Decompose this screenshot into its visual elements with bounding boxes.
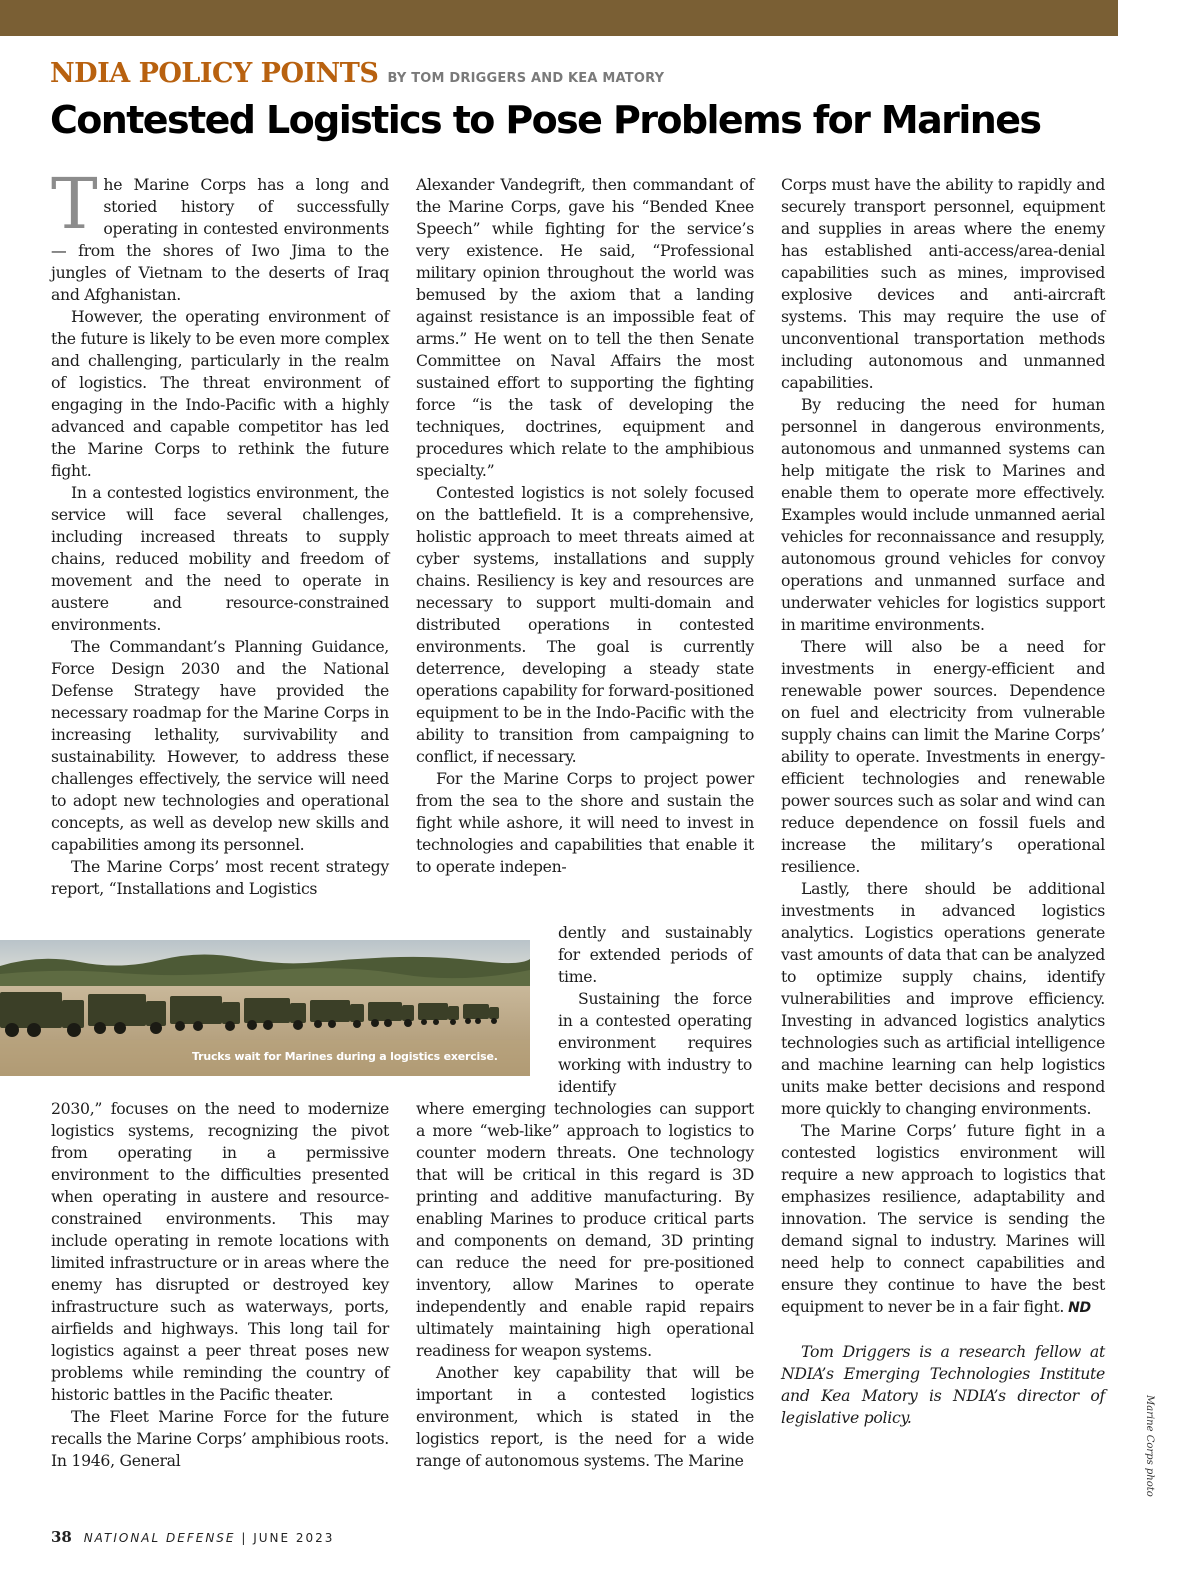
paragraph: The Marine Corps’ future fight in a contested logistics environment will require a new approach to logistics that emphasizes resilience, adaptability and innovation. The service is sending the demand signal to industry. Marines will need help to connect capabilities and ensure they continue to have the best equipment to never be in a fair fight. ND xyxy=(781,1121,1105,1316)
section-label: NDIA POLICY POINTS xyxy=(50,58,379,89)
paragraph: The Fleet Marine Force for the future recalls the Marine Corps’ amphibious roots. In 1946, General xyxy=(51,1407,389,1470)
paragraph: The Marine Corps’ most recent strategy report, “Installations and Logistics xyxy=(51,857,389,898)
page-number: 38 xyxy=(51,1528,72,1546)
photo-caption: Trucks wait for Marines during a logistics exercise. xyxy=(192,1050,498,1063)
paragraph: Lastly, there should be additional investments in advanced logistics analytics. Logistics operations generate vast amounts of data that can be analyzed to optimize supply chains, identify vulnerabilities and improve efficiency. Investing in advanced logistics analytics technologies such as artificial intelligence and machine learning can help logistics units make better decisions and respond more quickly to changing environments. xyxy=(781,879,1105,1118)
footer-separator: | xyxy=(241,1531,248,1545)
paragraph: 2030,” focuses on the need to modernize logistics systems, recognizing the pivot from operating in a permissive environment to the difficulties presented when operating in austere and resource-constrained environments. This may include operating in remote locations with limited infrastructure or in areas where the enemy has disrupted or destroyed key infrastructure such as waterways, ports, airfields and highways. This long tail for logistics against a peer threat poses new problems while reminding the country of historic battles in the Pacific theater. xyxy=(51,1099,389,1404)
paragraph: However, the operating environment of the future is likely to be even more complex and challenging, particularly in the realm of logistics. The threat environment of engaging in the Indo-Pacific with a highly advanced and capable competitor has led the Marine Corps to rethink the future fight. xyxy=(51,307,389,480)
top-color-bar xyxy=(0,0,1118,36)
column-1-bottom xyxy=(51,1098,389,1472)
issue-date: JUNE 2023 xyxy=(253,1531,335,1545)
paragraph: Corps must have the ability to rapidly and securely transport personnel, equipment and supplies in areas where the enemy has established anti-access/area-denial capabilities such as mines, improvised explosive devices and anti-aircraft systems. This may require the use of unconventional transportation methods including autonomous and unmanned capabilities. xyxy=(781,175,1105,392)
article-title: Contested Logistics to Pose Problems for Marines xyxy=(50,98,1041,142)
column-3 xyxy=(781,174,1105,1429)
page-footer xyxy=(51,1528,334,1546)
paragraph: Sustaining the force in a contested operating environment requires working with industry to identify xyxy=(558,989,752,1096)
drop-cap: T xyxy=(51,163,98,245)
column-2-top xyxy=(416,174,754,878)
byline: BY TOM DRIGGERS AND KEA MATORY xyxy=(387,71,665,86)
paragraph: The Marine Corps has a long and storied history of successfully operating in contested environments — from the shores of Iwo Jima to the jungles of Vietnam to the deserts of Iraq and Afghanistan. xyxy=(51,163,389,304)
paragraph: where emerging technologies can support a more “web-like” approach to logistics to counter modern threats. One technology that will be critical in this regard is 3D printing and additive manufacturing. By enabling Marines to produce critical parts and components on demand, 3D printing can reduce the need for pre-positioned inventory, allow Marines to operate independently and enable rapid repairs ultimately maintaining high operational readiness for weapon systems. xyxy=(416,1099,754,1360)
paragraph: The Commandant’s Planning Guidance, Force Design 2030 and the National Defense Strategy have provided the necessary roadmap for the Marine Corps in increasing lethality, survivability and sustainability. However, to address these challenges effectively, the service will need to adopt new technologies and operational concepts, as well as develop new skills and capabilities among its personnel. xyxy=(51,637,389,854)
column-2-middle xyxy=(558,922,752,1098)
kicker xyxy=(50,58,664,89)
paragraph: Another key capability that will be important in a contested logistics environment, which is stated in the logistics report, is the need for a wide range of autonomous systems. The Marine xyxy=(416,1363,754,1470)
column-1-top xyxy=(51,163,389,900)
paragraph: dently and sustainably for extended periods of time. xyxy=(558,923,752,986)
magazine-name: NATIONAL DEFENSE xyxy=(83,1531,236,1545)
author-bio: Tom Driggers is a research fellow at NDIA’s Emerging Technologies Institute and Kea Matory is NDIA’s director of legislative policy. xyxy=(781,1342,1105,1427)
photo-credit: Marine Corps photo xyxy=(1144,1395,1155,1497)
paragraph: Alexander Vandegrift, then commandant of the Marine Corps, gave his “Bended Knee Speech” while fighting for the service’s very existence. He said, “Professional military opinion throughout the world was bemused by the axiom that a landing against resistance is an impossible feat of arms.” He went on to tell the then Senate Committee on Naval Affairs the most sustained effort to supporting the fighting force “is the task of developing the techniques, doctrines, equipment and procedures which relate to the amphibious specialty.” xyxy=(416,175,754,480)
paragraph: For the Marine Corps to project power from the sea to the shore and sustain the fight while ashore, it will need to invest in technologies and capabilities that enable it to operate indepen- xyxy=(416,769,754,876)
paragraph: In a contested logistics environment, the service will face several challenges, including increased threats to supply chains, reduced mobility and freedom of movement and the need to operate in austere and resource-constrained environments. xyxy=(51,483,389,634)
column-2-bottom xyxy=(416,1098,754,1472)
paragraph: There will also be a need for investments in energy-efficient and renewable power sources. Dependence on fuel and electricity from vulnerable supply chains can limit the Marine Corps’ ability to operate. Investments in energy-efficient technologies and renewable power sources such as solar and wind can reduce dependence on fossil fuels and increase the military’s operational resilience. xyxy=(781,637,1105,876)
end-mark: ND xyxy=(1068,1300,1091,1316)
paragraph: By reducing the need for human personnel in dangerous environments, autonomous and unmanned systems can help mitigate the risk to Marines and enable them to operate more effectively. Examples would include unmanned aerial vehicles for reconnaissance and resupply, autonomous ground vehicles for convoy operations and unmanned surface and underwater vehicles for logistics support in maritime environments. xyxy=(781,395,1105,634)
paragraph: Contested logistics is not solely focused on the battlefield. It is a comprehensive, holistic approach to meet threats aimed at cyber systems, installations and supply chains. Resiliency is key and resources are necessary to support multi-domain and distributed operations in contested environments. The goal is currently deterrence, developing a steady state operations capability for forward-positioned equipment to be in the Indo-Pacific with the ability to transition from campaigning to conflict, if necessary. xyxy=(416,483,754,766)
